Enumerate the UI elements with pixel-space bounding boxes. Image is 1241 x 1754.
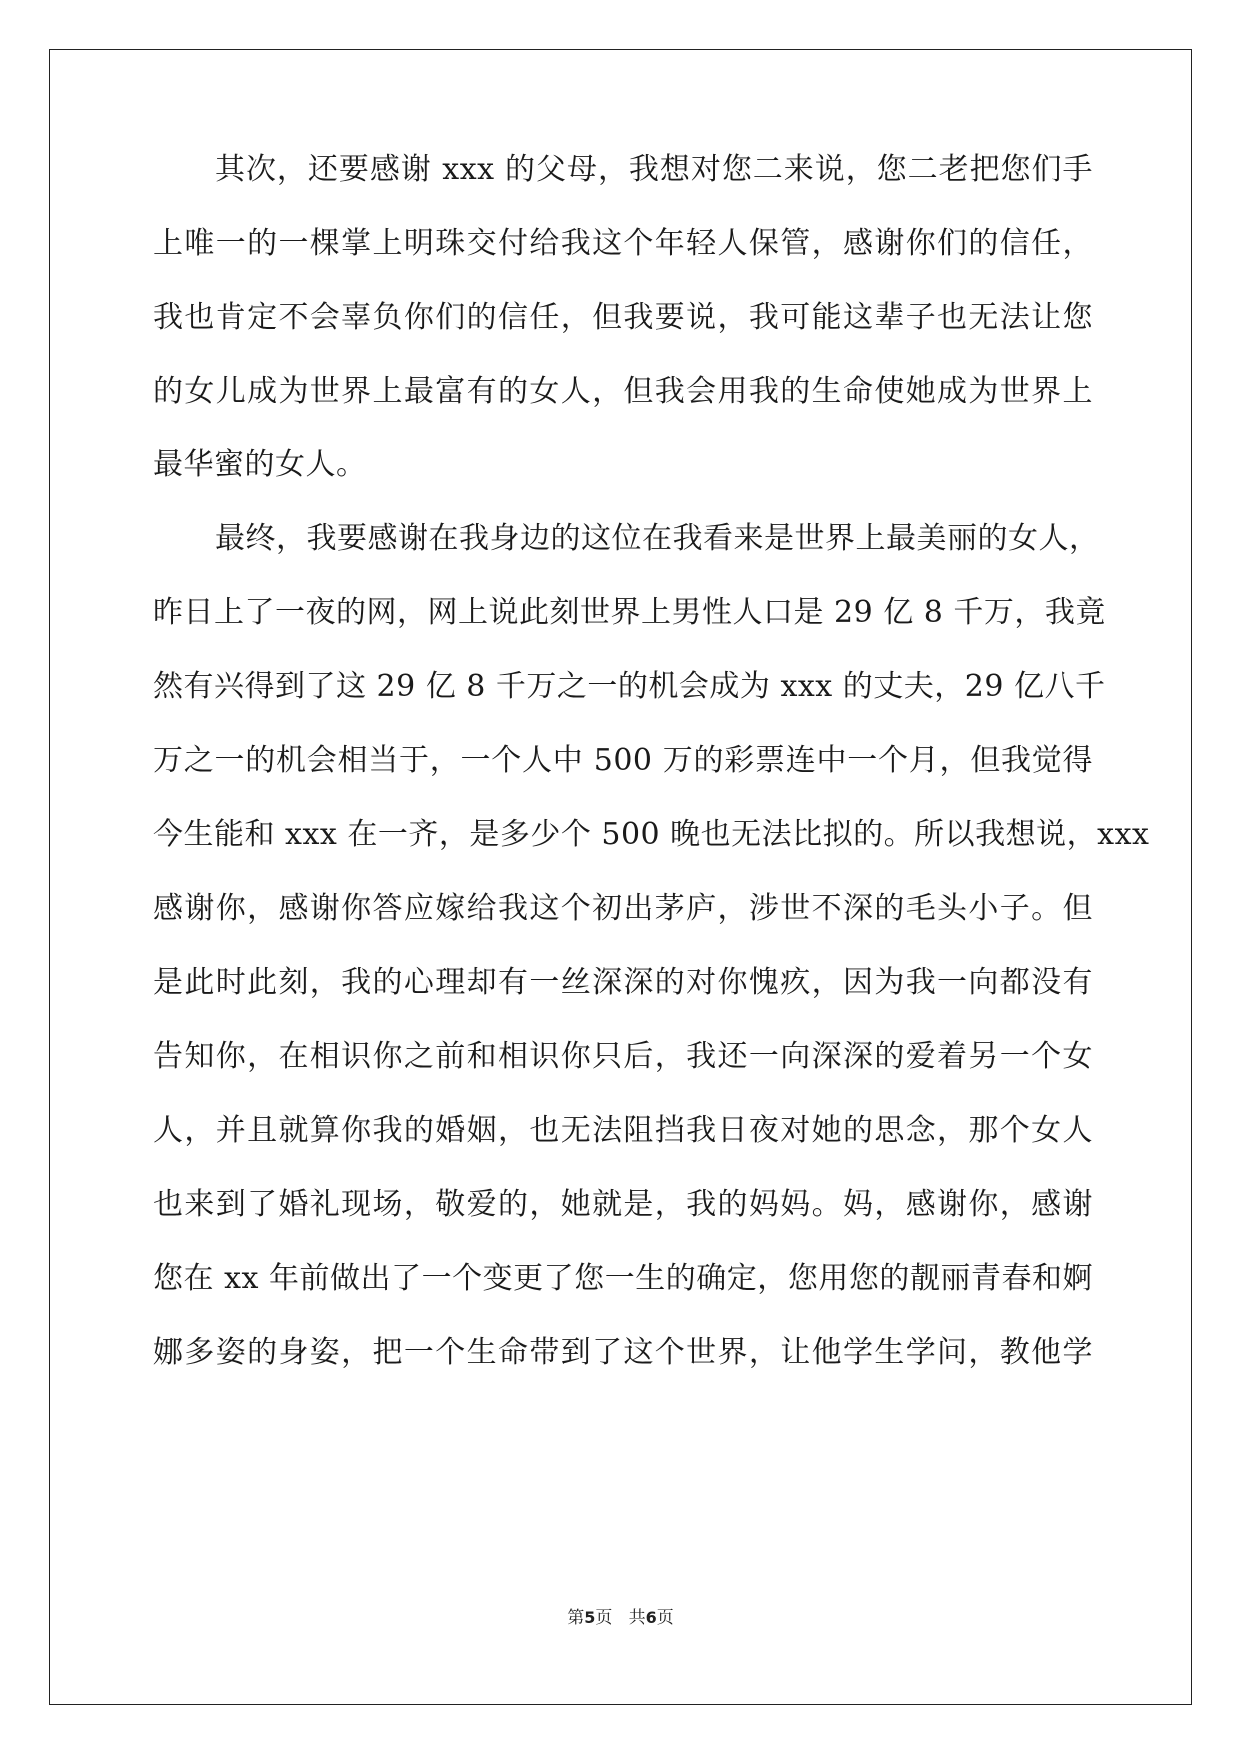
text-line: 今生能和 xxx 在一齐，是多少个 500 晚也无法比拟的。所以我想说，xxx xyxy=(153,817,1150,852)
text-line: 娜多姿的身姿，把一个生命带到了这个世界，让他学生学问，教他学 xyxy=(153,1335,1093,1370)
text-line: 最华蜜的女人。 xyxy=(153,447,367,482)
footer-total-prefix: 共 xyxy=(628,1608,646,1628)
footer-page-number: 5 xyxy=(584,1608,596,1627)
text-line: 最终，我要感谢在我身边的这位在我看来是世界上最美丽的女人， xyxy=(215,521,1100,556)
text-line: 人，并且就算你我的婚姻，也无法阻挡我日夜对她的思念，那个女人 xyxy=(153,1113,1093,1148)
text-line: 您在 xx 年前做出了一个变更了您一生的确定，您用您的靓丽青春和婀 xyxy=(153,1261,1093,1296)
footer-page-suffix: 页 xyxy=(595,1608,613,1628)
text-line: 也来到了婚礼现场，敬爱的，她就是，我的妈妈。妈，感谢你，感谢 xyxy=(153,1187,1093,1222)
footer-prefix: 第 xyxy=(567,1608,585,1628)
footer-total-suffix: 页 xyxy=(656,1608,674,1628)
text-line: 上唯一的一棵掌上明珠交付给我这个年轻人保管，感谢你们的信任， xyxy=(153,226,1093,261)
text-line: 昨日上了一夜的网，网上说此刻世界上男性人口是 29 亿 8 千万，我竟 xyxy=(153,595,1106,630)
text-line: 然有兴得到了这 29 亿 8 千万之一的机会成为 xxx 的丈夫，29 亿八千 xyxy=(153,669,1106,704)
text-line: 的女儿成为世界上最富有的女人，但我会用我的生命使她成为世界上 xyxy=(153,374,1093,409)
text-line: 我也肯定不会辜负你们的信任，但我要说，我可能这辈子也无法让您 xyxy=(153,300,1093,335)
text-line: 万之一的机会相当于，一个人中 500 万的彩票连中一个月，但我觉得 xyxy=(153,743,1093,778)
text-line: 其次，还要感谢 xxx 的父母，我想对您二来说，您二老把您们手 xyxy=(215,152,1093,187)
page-footer xyxy=(0,1607,1241,1629)
text-line: 告知你，在相识你之前和相识你只后，我还一向深深的爱着另一个女 xyxy=(153,1039,1093,1074)
text-line: 是此时此刻，我的心理却有一丝深深的对你愧疚，因为我一向都没有 xyxy=(153,965,1093,1000)
text-line: 感谢你，感谢你答应嫁给我这个初出茅庐，涉世不深的毛头小子。但 xyxy=(153,891,1093,926)
footer-total-pages: 6 xyxy=(645,1608,657,1627)
page-border xyxy=(49,49,1192,1705)
